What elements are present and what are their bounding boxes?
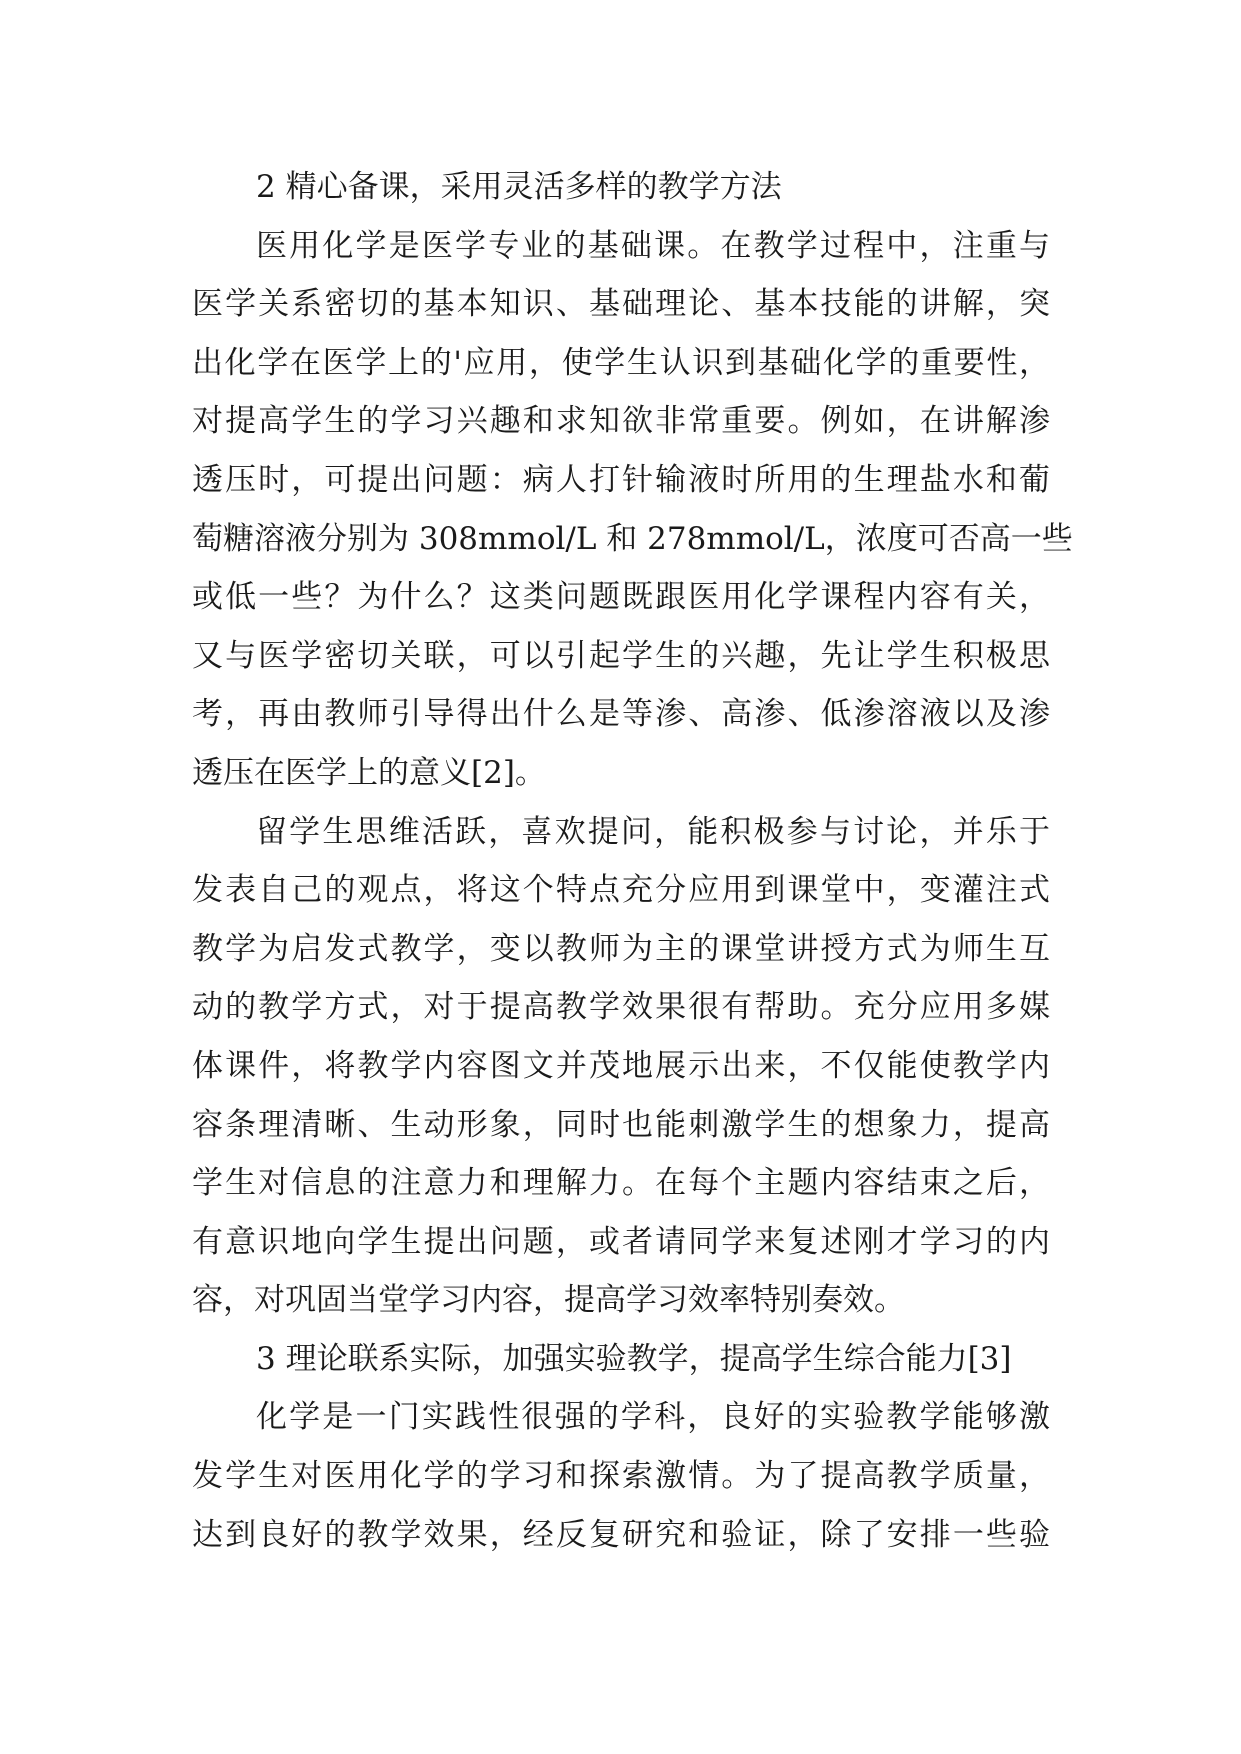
text-line: 考，再由教师引导得出什么是等渗、高渗、低渗溶液以及渗 [192, 696, 1050, 733]
section-heading-2: 2 精心备课，采用灵活多样的教学方法 [256, 169, 782, 205]
text-line: 透压时，可提出问题：病人打针输液时所用的生理盐水和葡 [192, 461, 1050, 498]
section-heading-3: 3 理论联系实际，加强实验教学，提高学生综合能力[3] [256, 1340, 1012, 1377]
text-line: 医学关系密切的基本知识、基础理论、基本技能的讲解，突 [192, 286, 1050, 323]
text-line: 体课件，将教学内容图文并茂地展示出来，不仅能使教学内 [192, 1047, 1050, 1084]
text-line: 有意识地向学生提出问题，或者请同学来复述刚才学习的内 [192, 1223, 1050, 1260]
text-line: 萄糖溶液分别为 308mmol/L 和 278mmol/L，浓度可否高一些 [192, 520, 1073, 557]
text-line: 留学生思维活跃，喜欢提问，能积极参与讨论，并乐于 [256, 813, 1050, 850]
text-line: 容条理清晰、生动形象，同时也能刺激学生的想象力，提高 [192, 1106, 1050, 1143]
text-line: 出化学在医学上的'应用，使学生认识到基础化学的重要性， [192, 344, 1050, 381]
text-line: 对提高学生的学习兴趣和求知欲非常重要。例如，在讲解渗 [192, 403, 1050, 440]
text-line: 发表自己的观点，将这个特点充分应用到课堂中，变灌注式 [192, 872, 1050, 909]
text-line: 容，对巩固当堂学习内容，提高学习效率特别奏效。 [192, 1282, 905, 1319]
text-line: 教学为启发式教学，变以教师为主的课堂讲授方式为师生互 [192, 930, 1050, 967]
text-line: 学生对信息的注意力和理解力。在每个主题内容结束之后， [192, 1165, 1050, 1202]
text-line: 或低一些？为什么？这类问题既跟医用化学课程内容有关， [192, 579, 1050, 616]
text-line: 透压在医学上的意义[2]。 [192, 754, 546, 791]
text-line: 医用化学是医学专业的基础课。在教学过程中，注重与 [256, 227, 1050, 264]
text-line: 发学生对医用化学的学习和探索激情。为了提高教学质量， [192, 1458, 1050, 1495]
text-line: 达到良好的教学效果，经反复研究和验证，除了安排一些验 [192, 1516, 1050, 1553]
document-body [192, 158, 1073, 1564]
text-line: 化学是一门实践性很强的学科，良好的实验教学能够激 [256, 1399, 1050, 1436]
text-line: 动的教学方式，对于提高教学效果很有帮助。充分应用多媒 [192, 989, 1050, 1026]
text-line: 又与医学密切关联，可以引起学生的兴趣，先让学生积极思 [192, 637, 1050, 674]
